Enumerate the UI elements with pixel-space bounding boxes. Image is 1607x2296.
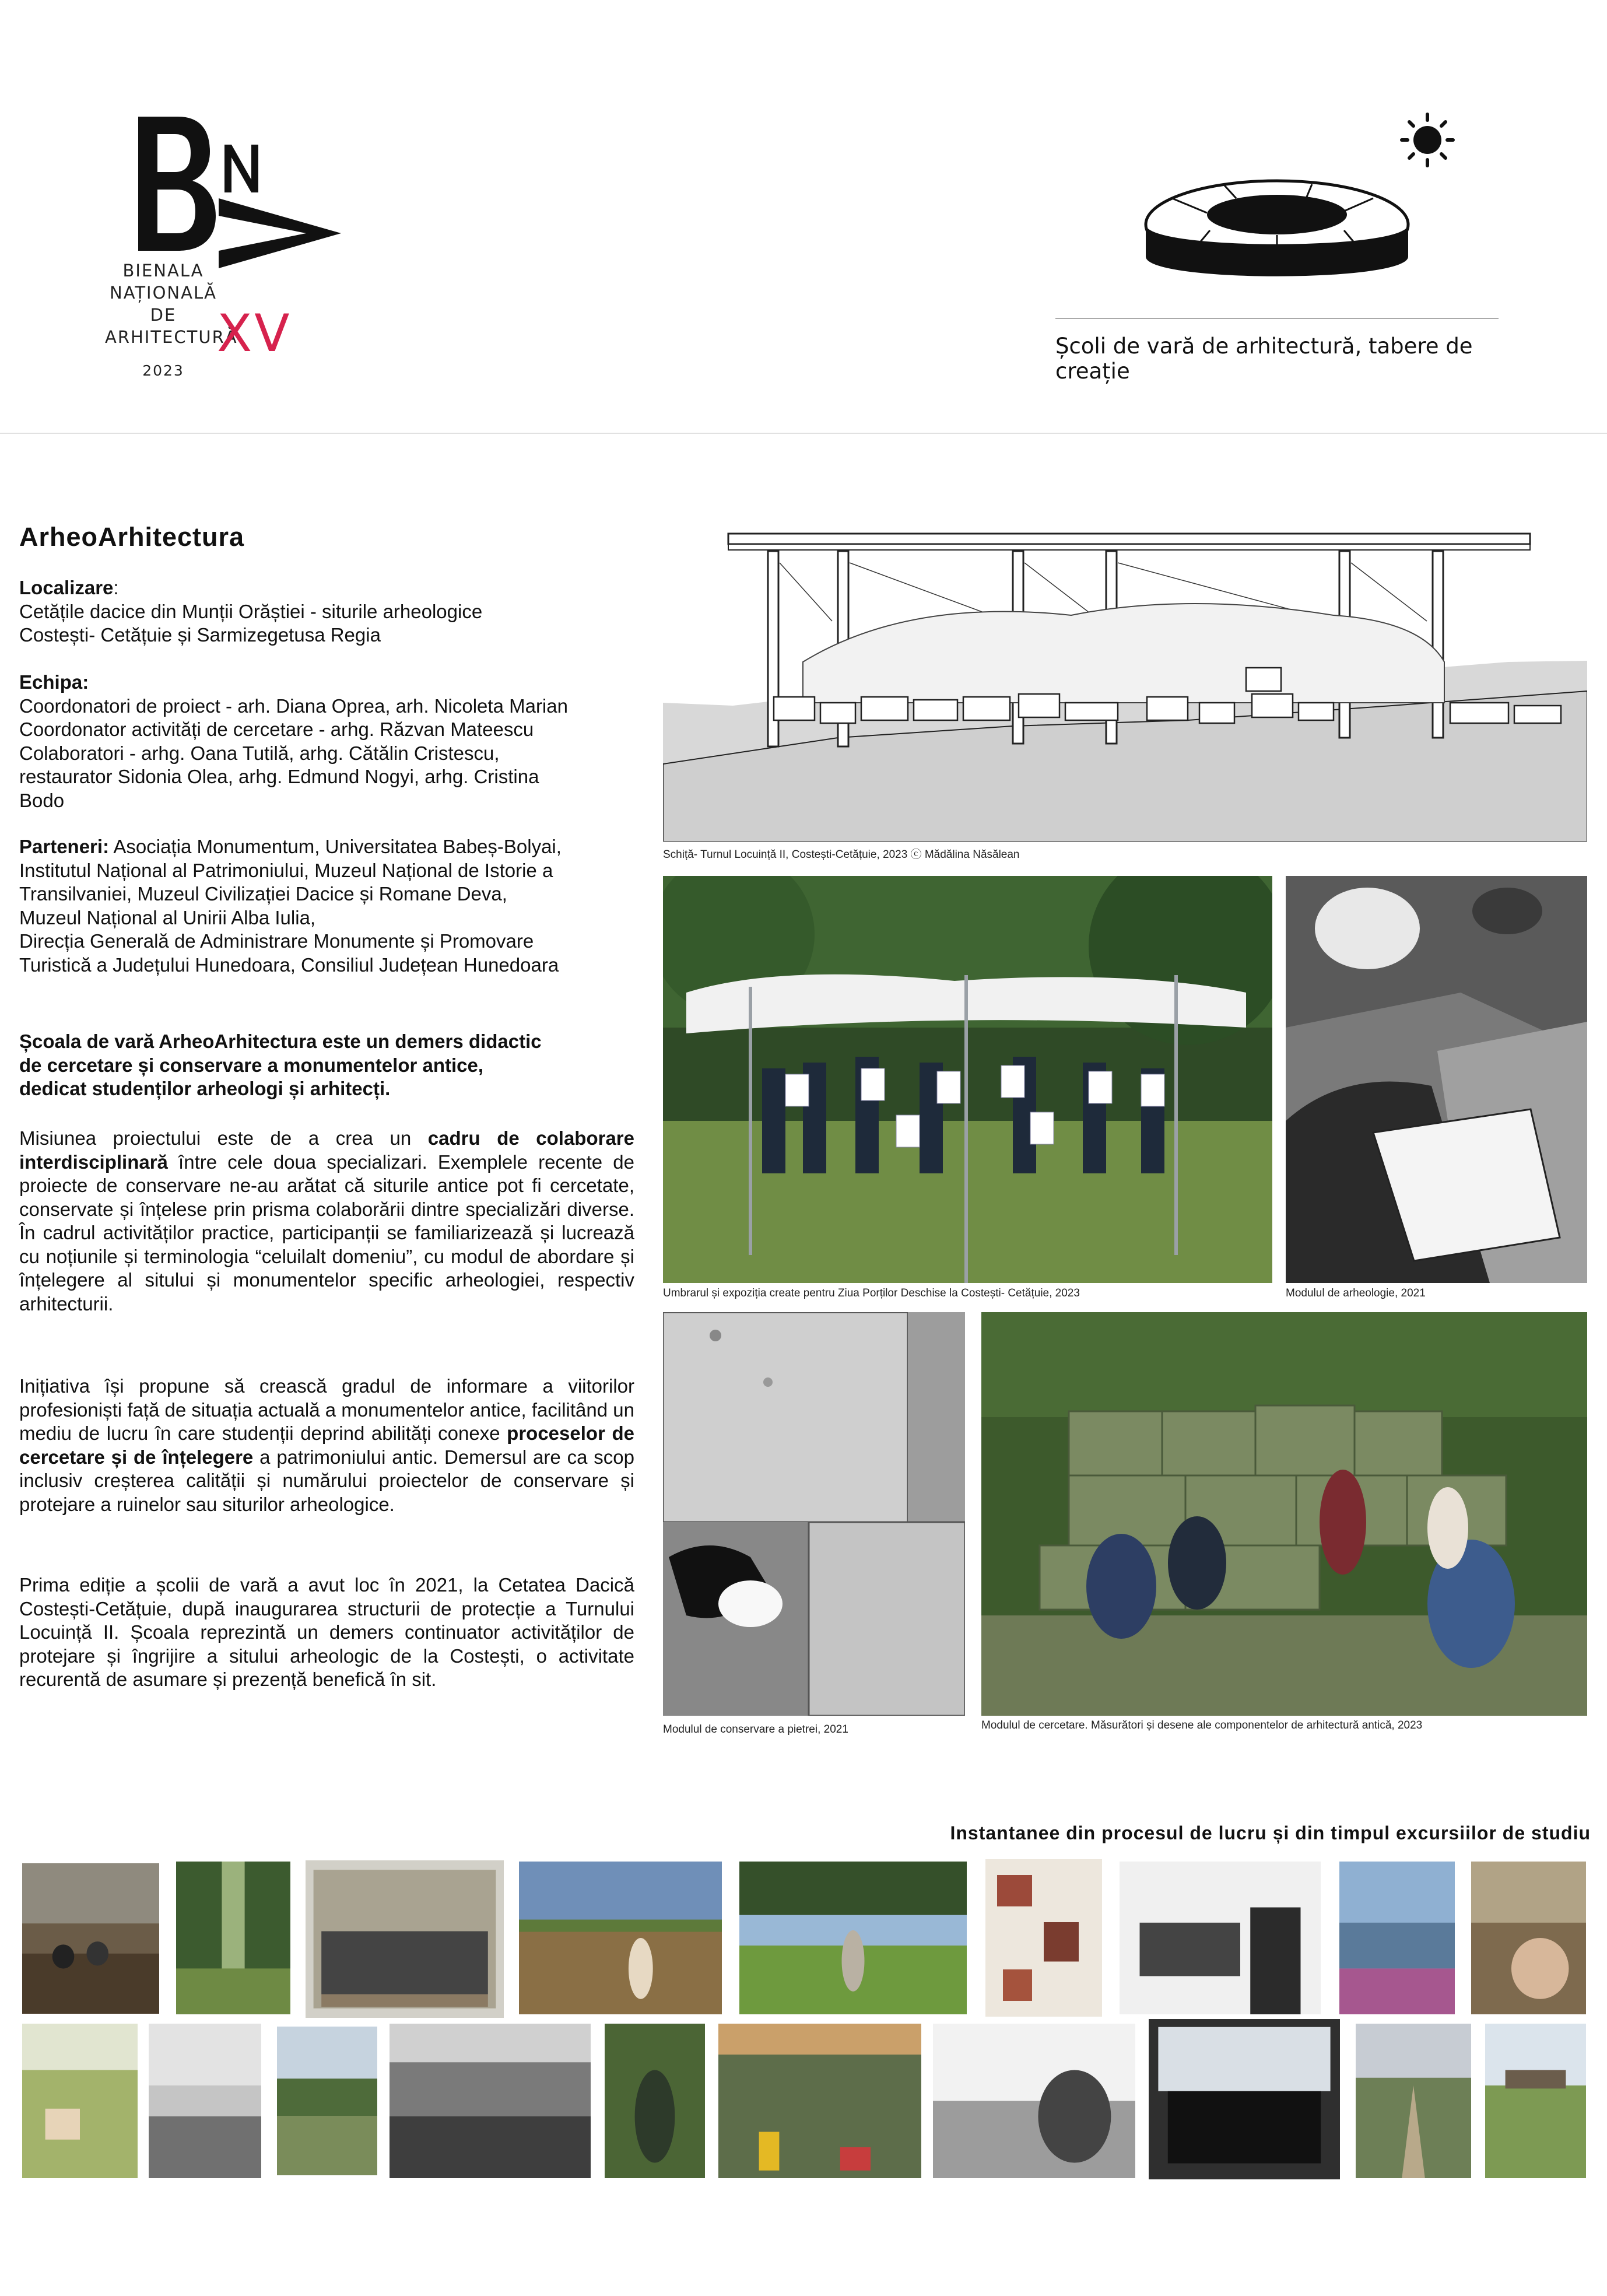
shade-structure-photo <box>663 876 1272 1283</box>
intro-block <box>19 1030 649 1101</box>
partners-block <box>19 835 649 977</box>
team-line: Coordonator activități de cercetare - arhg. Răzvan Mateescu <box>19 718 534 740</box>
project-title: ArheoArhitectura <box>19 522 245 552</box>
photo-gallery <box>0 1855 1607 2181</box>
partners-line: Turistică a Județului Hunedoara, Consiliul Județean Hunedoara <box>19 954 559 976</box>
logo-line: NAȚIONALĂ <box>110 283 217 303</box>
header-divider <box>0 433 1607 434</box>
bna-logo <box>0 0 408 408</box>
stone-conservation-photo <box>663 1312 965 1716</box>
gallery-photo <box>390 2024 591 2178</box>
intro-line: dedicat studenților arheologi și arhitecți. <box>19 1078 391 1099</box>
divider <box>1055 318 1499 319</box>
gallery-photo <box>718 2024 921 2178</box>
team-line: Coordonatori de proiect - arh. Diana Oprea, arh. Nicoleta Marian <box>19 695 568 717</box>
partners-line: Direcția Generală de Administrare Monumente și Promovare <box>19 930 534 952</box>
team-block <box>19 671 649 812</box>
logo-edition: XV <box>217 303 292 363</box>
gallery-photo <box>1149 2019 1340 2179</box>
tower-sketch-image <box>663 528 1587 842</box>
summer-school-icon <box>1137 111 1464 309</box>
intro-line: de cercetare și conservare a monumentelor antice, <box>19 1054 484 1076</box>
section-label: Școli de vară de arhitectură, tabere de creație <box>1055 334 1473 384</box>
logo-line: DE <box>150 305 177 325</box>
sun-icon <box>1402 114 1453 166</box>
archaeology-module-photo <box>1286 876 1587 1283</box>
gallery-title: Instantanee din procesul de lucru și din timpul excursiilor de studiu <box>950 1822 1591 1843</box>
gallery-photo <box>739 1862 967 2014</box>
stone-caption: Modulul de conservare a pietrei, 2021 <box>663 1723 848 1736</box>
gallery-photo <box>1485 2024 1586 2178</box>
team-line: Colaboratori - arhg. Oana Tutilă, arhg. Cătălin Cristescu, <box>19 742 500 764</box>
partners-line: Asociația Monumentum, Universitatea Babeș-Bolyai, <box>109 836 562 857</box>
gallery-photo <box>1356 2024 1471 2178</box>
gallery-photo <box>605 2024 705 2178</box>
gallery-photo <box>1471 1862 1586 2014</box>
location-block: Localizare: Cetățile dacice din Munții Orăștiei - siturile arheologice Costești- Cetățuie și Sarmizegetusa Regia <box>19 576 637 647</box>
gallery-photo <box>1120 1862 1321 2014</box>
research-module-photo <box>981 1312 1587 1716</box>
partners-line: Muzeul Național al Unirii Alba Iulia, <box>19 906 316 928</box>
gallery-photo <box>985 1859 1102 2017</box>
initiative-paragraph: Inițiativa își propune să crească gradul de informare a viitorilor profesioniști față de situația actuală a monumentelor antice, facilitând un mediu de lucru în care studenții deprind abilități conexe proceselor de cercetare și de înțelegere a patrimoniului antic. Demersul are ca scop inclusiv creșterea calității și numărului proiectelor de conservare și protejare a ruinelor sau siturilor arheologice. <box>19 1375 635 1515</box>
ring-building-icon <box>1146 181 1408 276</box>
mission-paragraph: Misiunea proiectului este de a crea un cadru de colaborare interdisciplinară între cele doua specializari. Exemplele recente de proiecte de conservare ne-au arătat că siturile antice pot fi cercetate, conservate și înțelese prin prisma colaborării dintre specializări diverse. În cadrul activităților practice, participanții se familiarizează și lucrează cu noțiunile și terminologia “celuilalt domeniu”, cu modul de abordare și înțelegere al sitului și monumentelor specific arheologiei, respectiv arhitecturii. <box>19 1127 635 1314</box>
team-heading: Echipa: <box>19 671 89 693</box>
partners-heading: Parteneri: <box>19 836 110 857</box>
partners-line: Institutul Național al Patrimoniului, Muzeul Național de Istorie a <box>19 859 553 881</box>
location-line: Costești- Cetățuie și Sarmizegetusa Regia <box>19 624 381 646</box>
gallery-photo <box>519 1862 722 2014</box>
gallery-photo <box>1339 1862 1455 2014</box>
team-line: Bodo <box>19 789 65 811</box>
team-line: restaurator Sidonia Olea, arhg. Edmund Nogyi, arhg. Cristina <box>19 766 539 787</box>
edition-paragraph: Prima ediție a școlii de vară a avut loc în 2021, la Cetatea Dacică Costești-Cetățuie, după inaugurarea structurii de protecție a Turnului Locuință II. Școala reprezintă un demers continuator activităților de protejare și îngrijire a sitului arheologic de la Costești, o activitate recurentă de asumare și prezență benefică în sit. <box>19 1574 634 1690</box>
gallery-photo <box>933 2024 1135 2178</box>
gallery-photo <box>176 1862 290 2014</box>
logo-line: BIENALA <box>122 261 204 281</box>
location-heading: Localizare <box>19 577 114 598</box>
research-caption: Modulul de cercetare. Măsurători și desene ale componentelor de arhitectură antică, 2023 <box>981 1719 1423 1731</box>
logo-wordmark <box>105 260 238 348</box>
partners-line: Transilvaniei, Muzeul Civilizației Dacice și Romane Deva, <box>19 883 507 905</box>
logo-year: 2023 <box>142 362 184 379</box>
gallery-photo <box>22 2024 138 2178</box>
intro-line: Școala de vară ArheoArhitectura este un demers didactic <box>19 1030 542 1052</box>
logo-line: ARHITECTURĂ <box>105 327 238 347</box>
archaeology-caption: Modulul de arheologie, 2021 <box>1286 1287 1426 1299</box>
shade-caption: Umbrarul și expoziția create pentru Ziua Porților Deschise la Costești- Cetățuie, 2023 <box>663 1287 1080 1299</box>
sketch-caption: Schiță- Turnul Locuință II, Costești-Cetățuie, 2023 ⓒ Mădălina Năsălean <box>663 849 1020 861</box>
gallery-photo <box>22 1863 159 2014</box>
gallery-photo <box>277 2027 377 2175</box>
location-line: Cetățile dacice din Munții Orăștiei - siturile arheologice <box>19 600 483 622</box>
gallery-photo <box>149 2024 261 2178</box>
gallery-photo <box>306 1860 504 2018</box>
